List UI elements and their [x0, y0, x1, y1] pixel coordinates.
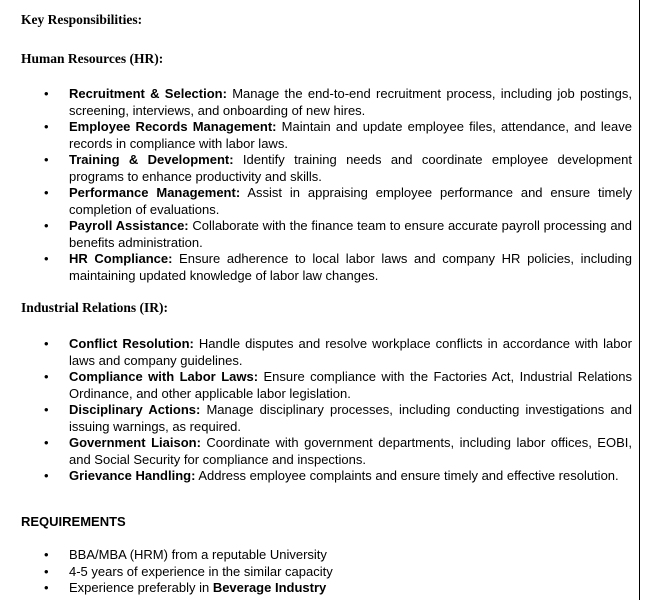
bullet-icon: • [44, 468, 49, 483]
bullet-icon: • [44, 86, 49, 101]
list-item [0, 185, 632, 218]
item-text: BBA/MBA (HRM) from a reputable University [69, 547, 327, 562]
list-item [0, 564, 632, 581]
item-text: Address employee complaints and ensure timely and effective resolution. [195, 468, 619, 483]
list-item [0, 251, 632, 284]
bullet-icon: • [44, 185, 49, 200]
item-term: Employee Records Management: [69, 119, 277, 134]
bullet-icon: • [44, 402, 49, 417]
bullet-icon: • [44, 119, 49, 134]
item-text: Handle disputes and resolve workplace conflicts in accordance with labor laws and company guidelines. [69, 336, 632, 368]
bullet-icon: • [44, 251, 49, 266]
item-term: Disciplinary Actions: [69, 402, 201, 417]
item-term: Payroll Assistance: [69, 218, 189, 233]
item-text: Ensure compliance with the Factories Act, Industrial Relations Ordinance, and other applicable labor legislation. [69, 369, 633, 401]
item-term: Conflict Resolution: [69, 336, 194, 351]
item-term: Performance Management: [69, 185, 241, 200]
bullet-icon: • [44, 547, 49, 562]
list-item [0, 152, 632, 185]
list-item [0, 547, 632, 564]
bullet-icon: • [44, 435, 49, 450]
item-text: Collaborate with the finance team to ensure accurate payroll processing and benefits administration. [69, 218, 633, 250]
list-item [0, 336, 632, 369]
requirements-list [0, 547, 632, 597]
list-item [0, 435, 632, 468]
item-term: Beverage Industry [212, 580, 327, 595]
item-text: Manage disciplinary processes, including conducting investigations and issuing warnings, as required. [69, 402, 633, 434]
item-term: HR Compliance: [69, 251, 173, 266]
item-term: Compliance with Labor Laws: [69, 369, 259, 384]
requirements-heading: REQUIREMENTS [21, 514, 126, 529]
item-term: Training & Development: [69, 152, 234, 167]
list-item [0, 86, 632, 119]
key-responsibilities-heading: Key Responsibilities: [21, 12, 143, 27]
item-text: Coordinate with government departments, including labor offices, EOBI, and Social Security for compliance and inspections. [69, 435, 632, 467]
item-text: Identify training needs and coordinate employee development programs to enhance productivity and skills. [69, 152, 632, 184]
list-item [0, 402, 632, 435]
item-text: Ensure adherence to local labor laws and company HR policies, including maintaining updated knowledge of labor law changes. [69, 251, 632, 283]
ir-section-heading: Industrial Relations (IR): [21, 300, 169, 315]
item-term: Recruitment & Selection: [69, 86, 227, 101]
hr-section-heading: Human Resources (HR): [21, 51, 164, 66]
bullet-icon: • [44, 218, 49, 233]
list-item [0, 580, 632, 597]
bullet-icon: • [44, 336, 49, 351]
item-text: Maintain and update employee files, attendance, and leave records in compliance with labor laws. [69, 119, 632, 151]
bullet-icon: • [44, 369, 49, 384]
list-item [0, 369, 632, 402]
hr-responsibilities-list [0, 86, 632, 284]
list-item [0, 218, 632, 251]
item-term: Grievance Handling: [69, 468, 196, 483]
item-text: Experience preferably in [69, 580, 213, 595]
bullet-icon: • [44, 152, 49, 167]
list-item [0, 468, 632, 485]
item-term: Government Liaison: [69, 435, 201, 450]
item-text: Assist in appraising employee performance and ensure timely completion of evaluations. [69, 185, 632, 217]
item-text: 4-5 years of experience in the similar capacity [69, 563, 333, 579]
ir-responsibilities-list [0, 336, 632, 485]
item-text: Manage the end-to-end recruitment process, including job postings, screening, interviews, and onboarding of new hires. [69, 86, 632, 118]
bullet-icon: • [44, 580, 49, 595]
bullet-icon: • [44, 563, 49, 579]
list-item [0, 119, 632, 152]
